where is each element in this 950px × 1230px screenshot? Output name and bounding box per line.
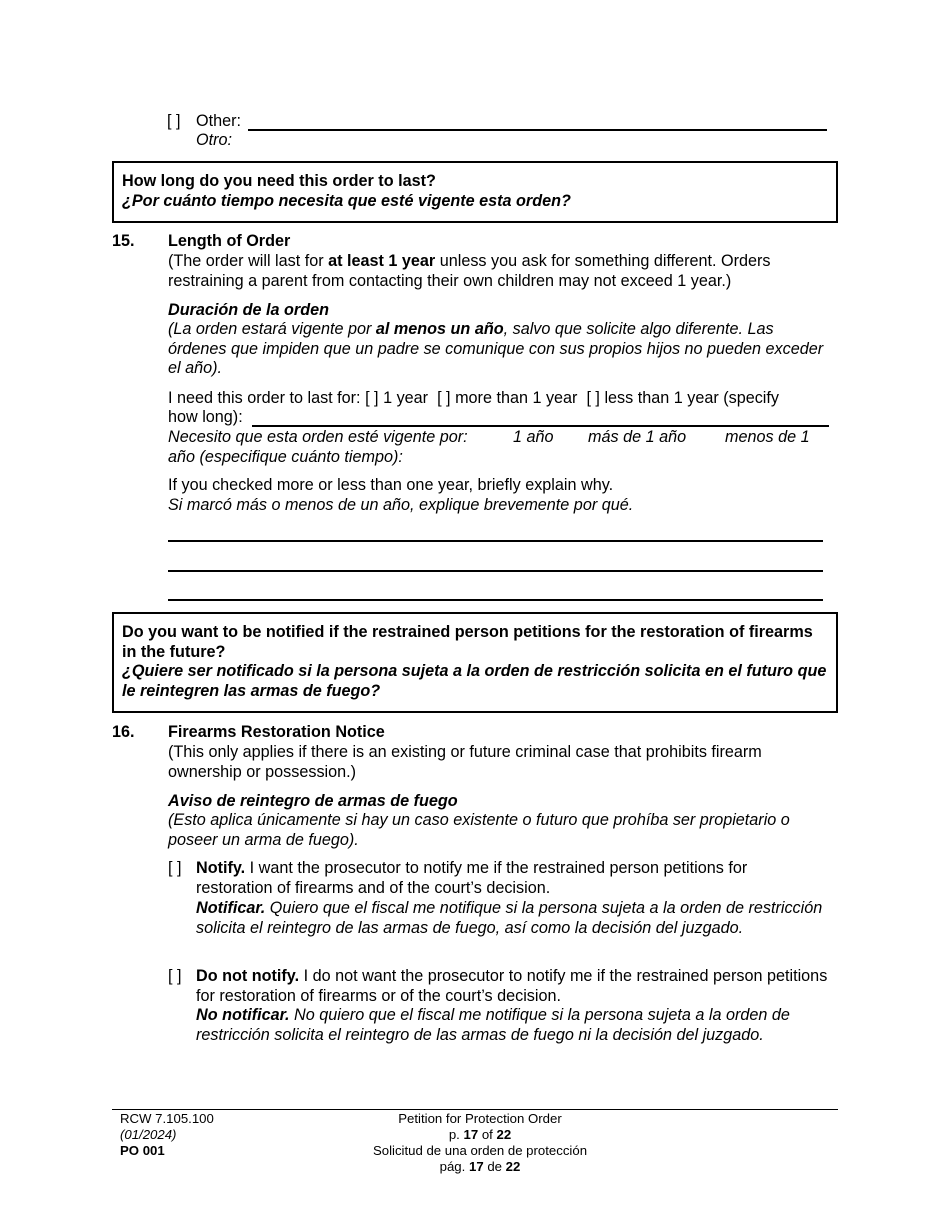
page-total-es: 22 (505, 1159, 521, 1174)
section-16-title-es: Aviso de reintegro de armas de fuego (168, 792, 458, 810)
section-15-intro (168, 252, 832, 291)
explain-input-line-2[interactable] (168, 570, 823, 572)
footer-date: (01/2024) (120, 1127, 177, 1142)
section-15-intro-es (168, 320, 832, 379)
page-number-es: 17 (468, 1159, 484, 1174)
intro-bold: at least 1 year (328, 252, 436, 270)
do-not-notify-checkbox[interactable]: [ ] (168, 967, 182, 985)
intro-text: unless you ask for something different. Orders restraining a parent from contacting their own children may not exceed 1 year.) (168, 252, 771, 290)
notify-bold: Notify. (196, 859, 246, 877)
duration-less-checkbox[interactable]: [ ] (586, 389, 600, 407)
other-input-line[interactable] (248, 129, 827, 131)
duration-1-year-label: 1 year (383, 389, 429, 407)
duration-less-label: less than 1 year (specify (604, 389, 779, 407)
duration-1-year-checkbox[interactable]: [ ] (365, 389, 379, 407)
question-text: How long do you need this order to last? (122, 172, 436, 190)
footer-title-es: Solicitud de una orden de protección (372, 1143, 588, 1158)
page-number: 17 (463, 1127, 479, 1142)
section-15-title: Length of Order (168, 232, 291, 250)
how-long-label: how long): (168, 408, 243, 426)
do-not-notify-option (196, 967, 828, 1006)
duration-prompt-es: Necesito que esta orden esté vigente por: (168, 428, 468, 446)
footer-center (330, 1111, 630, 1175)
notify-text-es: Quiero que el fiscal me notifique si la persona sujeta a la orden de restricción solicita el reintegro de las armas de fuego, así como la decisión del juzgado. (196, 899, 823, 937)
how-long-label-es: año (especifique cuánto tiempo): (168, 448, 403, 466)
do-not-notify-bold-es: No notificar. (196, 1006, 290, 1024)
footer-left (120, 1111, 214, 1159)
question-text: Do you want to be notified if the restrained person petitions for the restoration of firearms in the future? (122, 623, 813, 661)
do-not-notify-text: I do not want the prosecutor to notify me if the restrained person petitions for restoration of firearms or of the court’s decision. (196, 967, 828, 1005)
intro-text: (The order will last for (168, 252, 329, 270)
intro-text-es: (La orden estará vigente por (168, 320, 376, 338)
do-not-notify-text-es: No quiero que el fiscal me notifique si la persona sujeta a la orden de restricción solicita el reintegro de las armas de fuego ni la decisión del juzgado. (196, 1006, 790, 1044)
duration-less-label-es: menos de 1 (725, 428, 810, 446)
question-box-firearms (112, 612, 838, 713)
other-label: Other: (196, 112, 241, 130)
page-total: 22 (496, 1127, 512, 1142)
do-not-notify-bold: Do not notify. (196, 967, 300, 985)
section-15-title-es: Duración de la orden (168, 301, 330, 319)
section-16-title: Firearms Restoration Notice (168, 723, 385, 741)
how-long-input-line[interactable] (252, 425, 829, 427)
notify-option-es (196, 899, 828, 938)
page-of: of (481, 1127, 493, 1142)
duration-prompt: I need this order to last for: (168, 389, 361, 407)
footer-title: Petition for Protection Order (398, 1111, 562, 1126)
section-16-intro: (This only applies if there is an existing or future criminal case that prohibits firearm ownership or possession.) (168, 743, 762, 781)
other-checkbox[interactable]: [ ] (167, 112, 181, 130)
intro-text-es: , salvo que solicite algo diferente. Las órdenes que impiden que un padre se comunique con sus propios hijos no pueden exceder el año). (168, 320, 824, 377)
footer-page-es (330, 1159, 630, 1175)
duration-more-label-es: más de 1 año (588, 428, 687, 446)
duration-more-label: more than 1 year (455, 389, 578, 407)
duration-options (168, 389, 779, 409)
footer-page (330, 1127, 630, 1143)
intro-bold-es: al menos un año (375, 320, 504, 338)
explain-prompt: If you checked more or less than one year, briefly explain why. (168, 476, 614, 494)
explain-prompt-es: Si marcó más o menos de un año, explique brevemente por qué. (168, 496, 634, 514)
notify-option (196, 859, 828, 898)
page-prefix: p. (448, 1127, 460, 1142)
section-16-number: 16. (112, 723, 135, 741)
do-not-notify-option-es (196, 1006, 828, 1045)
question-text-es: ¿Quiere ser notificado si la persona sujeta a la orden de restricción solicita en el futuro que le reintegren las armas de fuego? (122, 662, 827, 700)
page-prefix-es: pág. (439, 1159, 466, 1174)
footer-rule (112, 1109, 838, 1110)
explain-input-line-3[interactable] (168, 599, 823, 601)
other-label-es: Otro: (196, 131, 232, 149)
footer-rcw: RCW 7.105.100 (120, 1111, 214, 1126)
question-text-es: ¿Por cuánto tiempo necesita que esté vigente esta orden? (122, 191, 571, 210)
notify-checkbox[interactable]: [ ] (168, 859, 182, 877)
question-box-duration (112, 161, 838, 223)
footer-form-id: PO 001 (120, 1143, 165, 1158)
section-15-number: 15. (112, 232, 135, 250)
notify-text: I want the prosecutor to notify me if the restrained person petitions for restoration of firearms and of the court’s decision. (196, 859, 748, 897)
notify-bold-es: Notificar. (196, 899, 266, 917)
page-of-es: de (487, 1159, 502, 1174)
duration-more-checkbox[interactable]: [ ] (437, 389, 451, 407)
explain-input-line-1[interactable] (168, 540, 823, 542)
duration-1-year-label-es: 1 año (513, 428, 554, 446)
section-16-intro-es: (Esto aplica únicamente si hay un caso existente o futuro que prohíba ser propietario o poseer un arma de fuego). (168, 811, 790, 849)
